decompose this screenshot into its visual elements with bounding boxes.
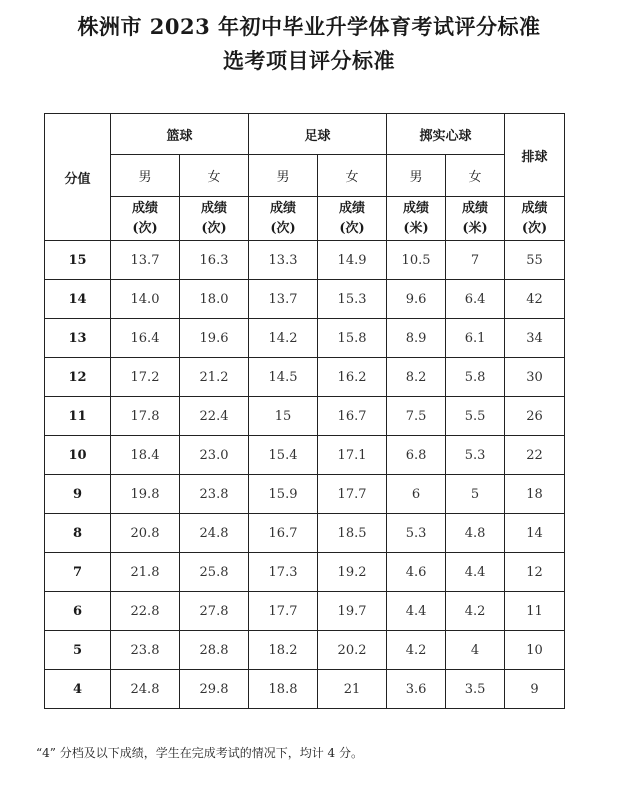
value-cell: 4.8: [446, 514, 505, 553]
value-cell: 4.6: [387, 553, 446, 592]
value-cell: 14.2: [249, 319, 318, 358]
value-cell: 20.2: [318, 631, 387, 670]
value-cell: 5: [446, 475, 505, 514]
unit-value: (次): [132, 220, 158, 236]
value-cell: 28.8: [180, 631, 249, 670]
score-cell: 7: [45, 553, 111, 592]
value-cell: 13.7: [111, 241, 180, 280]
score-cell: 8: [45, 514, 111, 553]
value-cell: 5.8: [446, 358, 505, 397]
value-cell: 55: [505, 241, 565, 280]
value-cell: 4.2: [446, 592, 505, 631]
page-title: 株洲市 2023 年初中毕业升学体育考试评分标准: [77, 14, 541, 39]
value-cell: 27.8: [180, 592, 249, 631]
value-cell: 4.2: [387, 631, 446, 670]
value-cell: 6: [387, 475, 446, 514]
value-cell: 18.2: [249, 631, 318, 670]
unit-label: 成绩: [270, 200, 297, 216]
table-row: [45, 241, 565, 280]
value-cell: 5.3: [446, 436, 505, 475]
unit-header: [180, 197, 249, 241]
value-cell: 23.8: [180, 475, 249, 514]
table-row: [45, 670, 565, 709]
value-cell: 4.4: [446, 553, 505, 592]
value-cell: 17.8: [111, 397, 180, 436]
table-row: [45, 436, 565, 475]
score-cell: 15: [45, 241, 111, 280]
score-cell: 12: [45, 358, 111, 397]
value-cell: 18: [505, 475, 565, 514]
table-body: [45, 241, 565, 709]
unit-value: (米): [403, 220, 429, 236]
unit-label: 成绩: [462, 200, 489, 216]
football-male-header: 男: [249, 155, 318, 197]
value-cell: 21.2: [180, 358, 249, 397]
value-cell: 34: [505, 319, 565, 358]
value-cell: 17.7: [318, 475, 387, 514]
value-cell: 22.8: [111, 592, 180, 631]
value-cell: 6.4: [446, 280, 505, 319]
score-cell: 14: [45, 280, 111, 319]
value-cell: 4: [446, 631, 505, 670]
football-female-header: 女: [318, 155, 387, 197]
value-cell: 30: [505, 358, 565, 397]
value-cell: 23.0: [180, 436, 249, 475]
score-cell: 4: [45, 670, 111, 709]
value-cell: 17.7: [249, 592, 318, 631]
value-cell: 3.6: [387, 670, 446, 709]
score-cell: 13: [45, 319, 111, 358]
value-cell: 18.4: [111, 436, 180, 475]
value-cell: 9.6: [387, 280, 446, 319]
score-cell: 6: [45, 592, 111, 631]
unit-header: [318, 197, 387, 241]
value-cell: 6.1: [446, 319, 505, 358]
value-cell: 15.3: [318, 280, 387, 319]
unit-label: 成绩: [131, 200, 158, 216]
score-cell: 11: [45, 397, 111, 436]
basketball-male-header: 男: [111, 155, 180, 197]
value-cell: 19.7: [318, 592, 387, 631]
score-cell: 10: [45, 436, 111, 475]
value-cell: 15.4: [249, 436, 318, 475]
value-cell: 19.2: [318, 553, 387, 592]
value-cell: 18.0: [180, 280, 249, 319]
value-cell: 15.8: [318, 319, 387, 358]
score-cell: 5: [45, 631, 111, 670]
table-row: [45, 397, 565, 436]
value-cell: 15: [249, 397, 318, 436]
value-cell: 7: [446, 241, 505, 280]
value-cell: 22.4: [180, 397, 249, 436]
value-cell: 24.8: [180, 514, 249, 553]
value-cell: 19.8: [111, 475, 180, 514]
table-row: [45, 631, 565, 670]
table-row: [45, 475, 565, 514]
value-cell: 6.8: [387, 436, 446, 475]
value-cell: 21: [318, 670, 387, 709]
unit-label: 成绩: [201, 200, 228, 216]
value-cell: 14.9: [318, 241, 387, 280]
table-row: [45, 514, 565, 553]
value-cell: 4.4: [387, 592, 446, 631]
value-cell: 8.9: [387, 319, 446, 358]
volleyball-header: 排球: [505, 114, 565, 197]
unit-header: [387, 197, 446, 241]
shot-put-male-header: 男: [387, 155, 446, 197]
value-cell: 9: [505, 670, 565, 709]
value-cell: 24.8: [111, 670, 180, 709]
value-cell: 16.2: [318, 358, 387, 397]
unit-label: 成绩: [403, 200, 430, 216]
value-cell: 17.2: [111, 358, 180, 397]
unit-value: (次): [201, 220, 227, 236]
value-cell: 10.5: [387, 241, 446, 280]
basketball-header: 篮球: [111, 114, 249, 155]
basketball-female-header: 女: [180, 155, 249, 197]
unit-label: 成绩: [521, 200, 548, 216]
value-cell: 42: [505, 280, 565, 319]
value-cell: 8.2: [387, 358, 446, 397]
value-cell: 20.8: [111, 514, 180, 553]
value-cell: 23.8: [111, 631, 180, 670]
value-cell: 18.8: [249, 670, 318, 709]
value-cell: 12: [505, 553, 565, 592]
unit-value: (米): [462, 220, 488, 236]
value-cell: 17.1: [318, 436, 387, 475]
table-row: [45, 358, 565, 397]
football-header: 足球: [249, 114, 387, 155]
unit-value: (次): [521, 220, 548, 236]
table-row: [45, 553, 565, 592]
unit-header: [111, 197, 180, 241]
value-cell: 7.5: [387, 397, 446, 436]
shot-put-header: 掷实心球: [387, 114, 505, 155]
value-cell: 26: [505, 397, 565, 436]
value-cell: 16.4: [111, 319, 180, 358]
value-cell: 15.9: [249, 475, 318, 514]
value-cell: 5.3: [387, 514, 446, 553]
value-cell: 22: [505, 436, 565, 475]
value-cell: 21.8: [111, 553, 180, 592]
table-row: [45, 319, 565, 358]
value-cell: 16.7: [318, 397, 387, 436]
value-cell: 16.3: [180, 241, 249, 280]
unit-value: (次): [339, 220, 365, 236]
footnote: “4” 分档及以下成绩，学生在完成考试的情况下，均计 4 分。: [36, 746, 363, 760]
value-cell: 19.6: [180, 319, 249, 358]
table-row: [45, 592, 565, 631]
value-cell: 29.8: [180, 670, 249, 709]
value-cell: 3.5: [446, 670, 505, 709]
value-cell: 14.5: [249, 358, 318, 397]
unit-label: 成绩: [339, 200, 366, 216]
value-cell: 10: [505, 631, 565, 670]
shot-put-female-header: 女: [446, 155, 505, 197]
unit-header: [505, 197, 565, 241]
value-cell: 11: [505, 592, 565, 631]
value-cell: 16.7: [249, 514, 318, 553]
value-cell: 17.3: [249, 553, 318, 592]
value-cell: 18.5: [318, 514, 387, 553]
unit-header: [446, 197, 505, 241]
score-cell: 9: [45, 475, 111, 514]
unit-value: (次): [270, 220, 296, 236]
unit-header: [249, 197, 318, 241]
value-cell: 25.8: [180, 553, 249, 592]
scoring-table: [44, 113, 565, 709]
table-row: [45, 280, 565, 319]
value-cell: 5.5: [446, 397, 505, 436]
score-column-header: 分值: [45, 114, 111, 241]
value-cell: 13.3: [249, 241, 318, 280]
value-cell: 13.7: [249, 280, 318, 319]
value-cell: 14.0: [111, 280, 180, 319]
page-subtitle: 选考项目评分标准: [223, 48, 395, 73]
value-cell: 14: [505, 514, 565, 553]
